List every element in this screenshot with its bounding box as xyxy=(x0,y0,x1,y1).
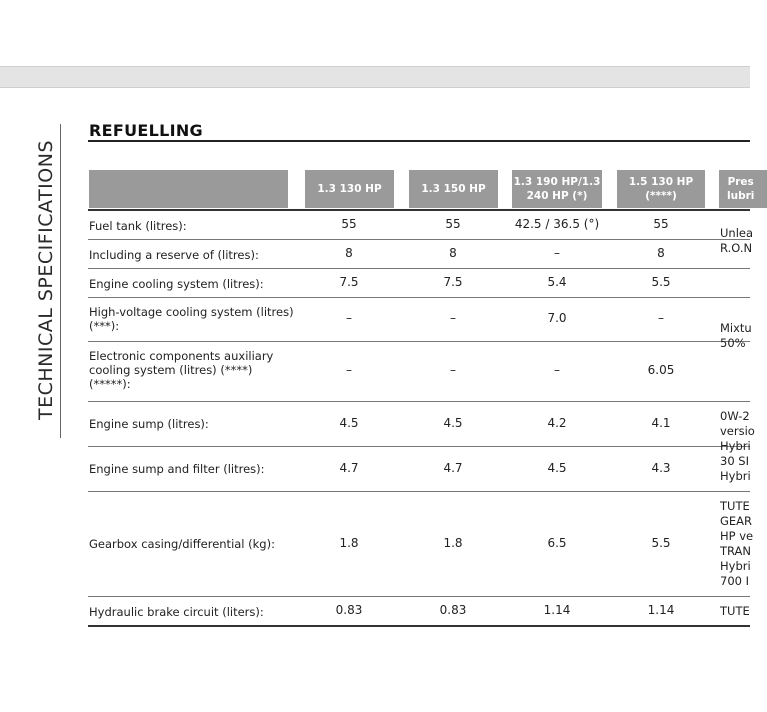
table-cell: 4.3 xyxy=(651,460,671,475)
row-divider xyxy=(88,297,750,298)
row-label: Fuel tank (litres): xyxy=(89,219,187,233)
table-cell: 4.2 xyxy=(547,415,567,430)
column-header-text: 1.3 150 HP xyxy=(421,183,486,195)
column-header-text: 1.3 190 HP/1.3 240 HP (*) xyxy=(513,176,601,202)
column-header-text: 1.3 130 HP xyxy=(317,183,382,195)
column-header-text: 1.5 130 HP (****) xyxy=(628,176,694,202)
row-label: Engine cooling system (litres): xyxy=(89,277,264,291)
column-header xyxy=(719,170,767,208)
side-title: TECHNICAL SPECIFICATIONS xyxy=(35,139,57,421)
row-divider xyxy=(88,268,750,269)
right-column-fuel: Unlea R.O.N xyxy=(720,226,754,255)
table-cell: 6.5 xyxy=(547,535,567,550)
right-column-sump: 0W-2 versio Hybri 30 SI Hybri xyxy=(720,409,755,483)
table-cell: – xyxy=(554,245,560,260)
table-cell: 5.5 xyxy=(651,274,671,289)
table-cell: 4.7 xyxy=(443,460,463,475)
table-cell: 7.5 xyxy=(339,274,359,289)
table-cell: 4.7 xyxy=(339,460,359,475)
table-cell: 1.8 xyxy=(339,535,359,550)
header-blank-cell xyxy=(89,170,288,208)
row-divider xyxy=(88,596,750,597)
top-toolbar-band xyxy=(0,66,750,88)
table-cell: 8 xyxy=(345,245,353,260)
side-divider xyxy=(60,124,61,438)
row-label: Engine sump and filter (litres): xyxy=(89,462,265,476)
table-cell: 4.1 xyxy=(651,415,671,430)
column-header xyxy=(305,170,394,208)
table-cell: – xyxy=(346,363,352,377)
row-divider xyxy=(88,625,750,627)
table-cell: 5.5 xyxy=(651,535,671,550)
column-header xyxy=(409,170,498,208)
table-cell: – xyxy=(450,311,456,325)
row-label: Gearbox casing/differential (kg): xyxy=(89,537,275,551)
row-divider xyxy=(88,239,750,240)
table-cell: 55 xyxy=(445,216,461,231)
row-label: Engine sump (litres): xyxy=(89,417,209,431)
table-cell: – xyxy=(450,363,456,377)
table-cell: 5.4 xyxy=(547,274,567,289)
right-column-brake: TUTE xyxy=(720,604,750,618)
column-header xyxy=(617,170,705,208)
column-header xyxy=(512,170,602,208)
table-cell: 8 xyxy=(657,245,665,260)
column-header-text: Pres lubri xyxy=(727,176,755,202)
table-cell: 4.5 xyxy=(443,415,463,430)
section-title-rule xyxy=(88,140,750,142)
section-title: REFUELLING xyxy=(89,121,203,140)
table-cell: – xyxy=(346,311,352,325)
table-cell: 4.5 xyxy=(547,460,567,475)
table-cell: 1.14 xyxy=(647,602,675,617)
table-cell: 55 xyxy=(341,216,357,231)
right-column-gearbox: TUTE GEAR HP ve TRAN Hybri 700 I xyxy=(720,499,754,588)
row-label: Including a reserve of (litres): xyxy=(89,248,259,262)
row-divider xyxy=(88,209,750,211)
table-cell: 0.83 xyxy=(439,602,467,617)
table-cell: 7.5 xyxy=(443,274,463,289)
table-cell: 8 xyxy=(449,245,457,260)
table-cell: – xyxy=(554,363,560,377)
row-label: Hydraulic brake circuit (liters): xyxy=(89,605,264,619)
row-label: Electronic components auxiliary cooling system (litres) (****) (*****): xyxy=(89,349,274,391)
row-divider xyxy=(88,341,750,342)
table-cell: 55 xyxy=(653,216,669,231)
table-cell: 7.0 xyxy=(547,311,567,325)
table-cell: 42.5 / 36.5 (°) xyxy=(514,216,600,231)
row-divider xyxy=(88,491,750,492)
table-cell: 4.5 xyxy=(339,415,359,430)
table-cell: 1.8 xyxy=(443,535,463,550)
table-cell: 0.83 xyxy=(335,602,363,617)
right-column-coolant: Mixtu 50% xyxy=(720,321,752,350)
table-cell: 6.05 xyxy=(647,363,675,377)
row-divider xyxy=(88,446,750,447)
row-label: High-voltage cooling system (litres) (***): xyxy=(89,305,294,333)
table-cell: – xyxy=(658,311,664,325)
table-cell: 1.14 xyxy=(543,602,571,617)
row-divider xyxy=(88,401,750,402)
